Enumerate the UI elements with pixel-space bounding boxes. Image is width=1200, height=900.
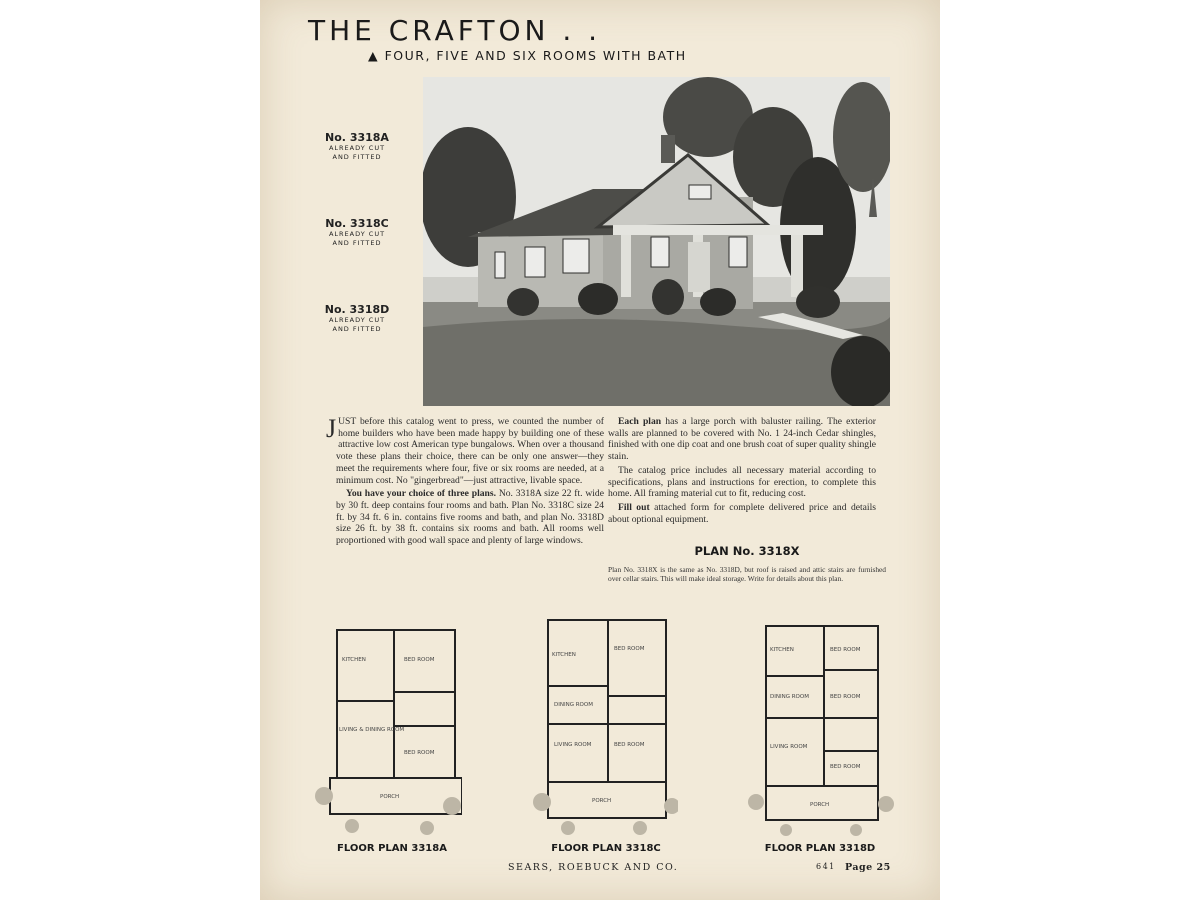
floor-plan-label: FLOOR PLAN 3318A	[337, 843, 447, 854]
catalog-page	[260, 0, 940, 900]
model-number: No. 3318C	[325, 217, 389, 230]
text-column-left	[326, 414, 604, 549]
plan-x-heading: PLAN No. 3318X	[694, 544, 800, 558]
model-note: ALREADY CUT	[328, 230, 386, 238]
page-title: THE CRAFTON . .	[308, 14, 602, 47]
floor-plan-label: FLOOR PLAN 3318C	[551, 843, 661, 854]
model-number: No. 3318D	[324, 303, 390, 316]
plans-paragraph: No. 3318A size 22 ft. wide by 30 ft. deep contains four rooms and bath. Plan No. 3318C size 24 ft. by 34 ft. 6 in. contains five rooms and bath, and plan No. 3318D size 26 ft. by 38 ft. contains six rooms and bath. All rooms well proportioned with good wall space and plenty of large windows.	[336, 488, 604, 547]
room-label: LIVING ROOM	[554, 742, 592, 748]
intro-paragraph: UST before this catalog went to press, we counted the number of home builders who have been made happy by building one of these attractive low cost American type bungalows. When over a thousand vote these plans their choice, there can be only one answer—they meet the requirements where four, five or six rooms are needed, at a minimum cost. No "gingerbread"—just attractive, livable space.	[336, 416, 604, 486]
page-subtitle: ▲ FOUR, FIVE AND SIX ROOMS WITH BATH	[368, 48, 687, 63]
drop-cap: J	[326, 414, 337, 443]
model-note: AND FITTED	[332, 239, 382, 247]
house-photo	[423, 77, 890, 406]
room-label: KITCHEN	[770, 647, 794, 653]
room-label: BED ROOM	[404, 750, 435, 756]
porch-paragraph: has a large porch with baluster railing. The exterior walls are planned to be covered with No. 1 24-inch Cedar shingles, finished with one dip coat and one brush coat of super quality shingle stain.	[608, 416, 876, 463]
room-label: KITCHEN	[342, 657, 366, 663]
model-note: ALREADY CUT	[328, 144, 386, 152]
room-label: LIVING & DINING ROOM	[339, 727, 405, 733]
floor-plan-label: FLOOR PLAN 3318D	[764, 843, 876, 854]
model-3318d-label	[318, 303, 396, 334]
room-label: BED ROOM	[614, 646, 645, 652]
room-label: PORCH	[810, 802, 830, 808]
price-paragraph: The catalog price includes all necessary material according to specifications, plans and instructions for erection, to complete this home. All framing material cut to fit, reducing cost.	[608, 464, 876, 500]
room-label: PORCH	[380, 794, 400, 800]
publisher-name: SEARS, ROEBUCK AND CO.	[508, 862, 679, 873]
paragraph-lead: You have your choice of three plans.	[346, 488, 497, 500]
page-number: Page 25	[845, 862, 891, 873]
room-label: BED ROOM	[830, 694, 861, 700]
plan-x-note: Plan No. 3318X is the same as No. 3318D, but roof is raised and attic stairs are furnished over cellar stairs. This will make ideal storage. Write for details about this plan.	[608, 565, 886, 584]
room-label: BED ROOM	[830, 647, 861, 653]
room-label: LIVING ROOM	[770, 744, 808, 750]
model-note: AND FITTED	[332, 325, 382, 333]
paragraph-lead: Each plan	[618, 416, 662, 427]
model-3318c-label	[318, 217, 396, 248]
room-label: KITCHEN	[552, 652, 576, 658]
floor-plan-3318c	[528, 606, 678, 840]
model-3318a-label	[318, 131, 396, 162]
room-label: BED ROOM	[404, 657, 435, 663]
room-label: BED ROOM	[614, 742, 645, 748]
model-note: ALREADY CUT	[328, 316, 386, 324]
model-note: AND FITTED	[332, 153, 382, 161]
paragraph-lead: Fill out	[618, 501, 650, 513]
catalog-code: 641	[816, 862, 836, 871]
text-column-right	[608, 416, 876, 527]
room-label: PORCH	[592, 798, 612, 804]
room-label: DINING ROOM	[554, 702, 593, 708]
form-paragraph: attached form for complete delivered price and details about optional equipment.	[608, 501, 876, 525]
room-label: DINING ROOM	[770, 694, 809, 700]
model-number: No. 3318A	[325, 131, 389, 144]
floor-plan-3318a	[312, 606, 462, 840]
floor-plan-3318d	[744, 606, 894, 840]
room-label: BED ROOM	[830, 764, 861, 770]
